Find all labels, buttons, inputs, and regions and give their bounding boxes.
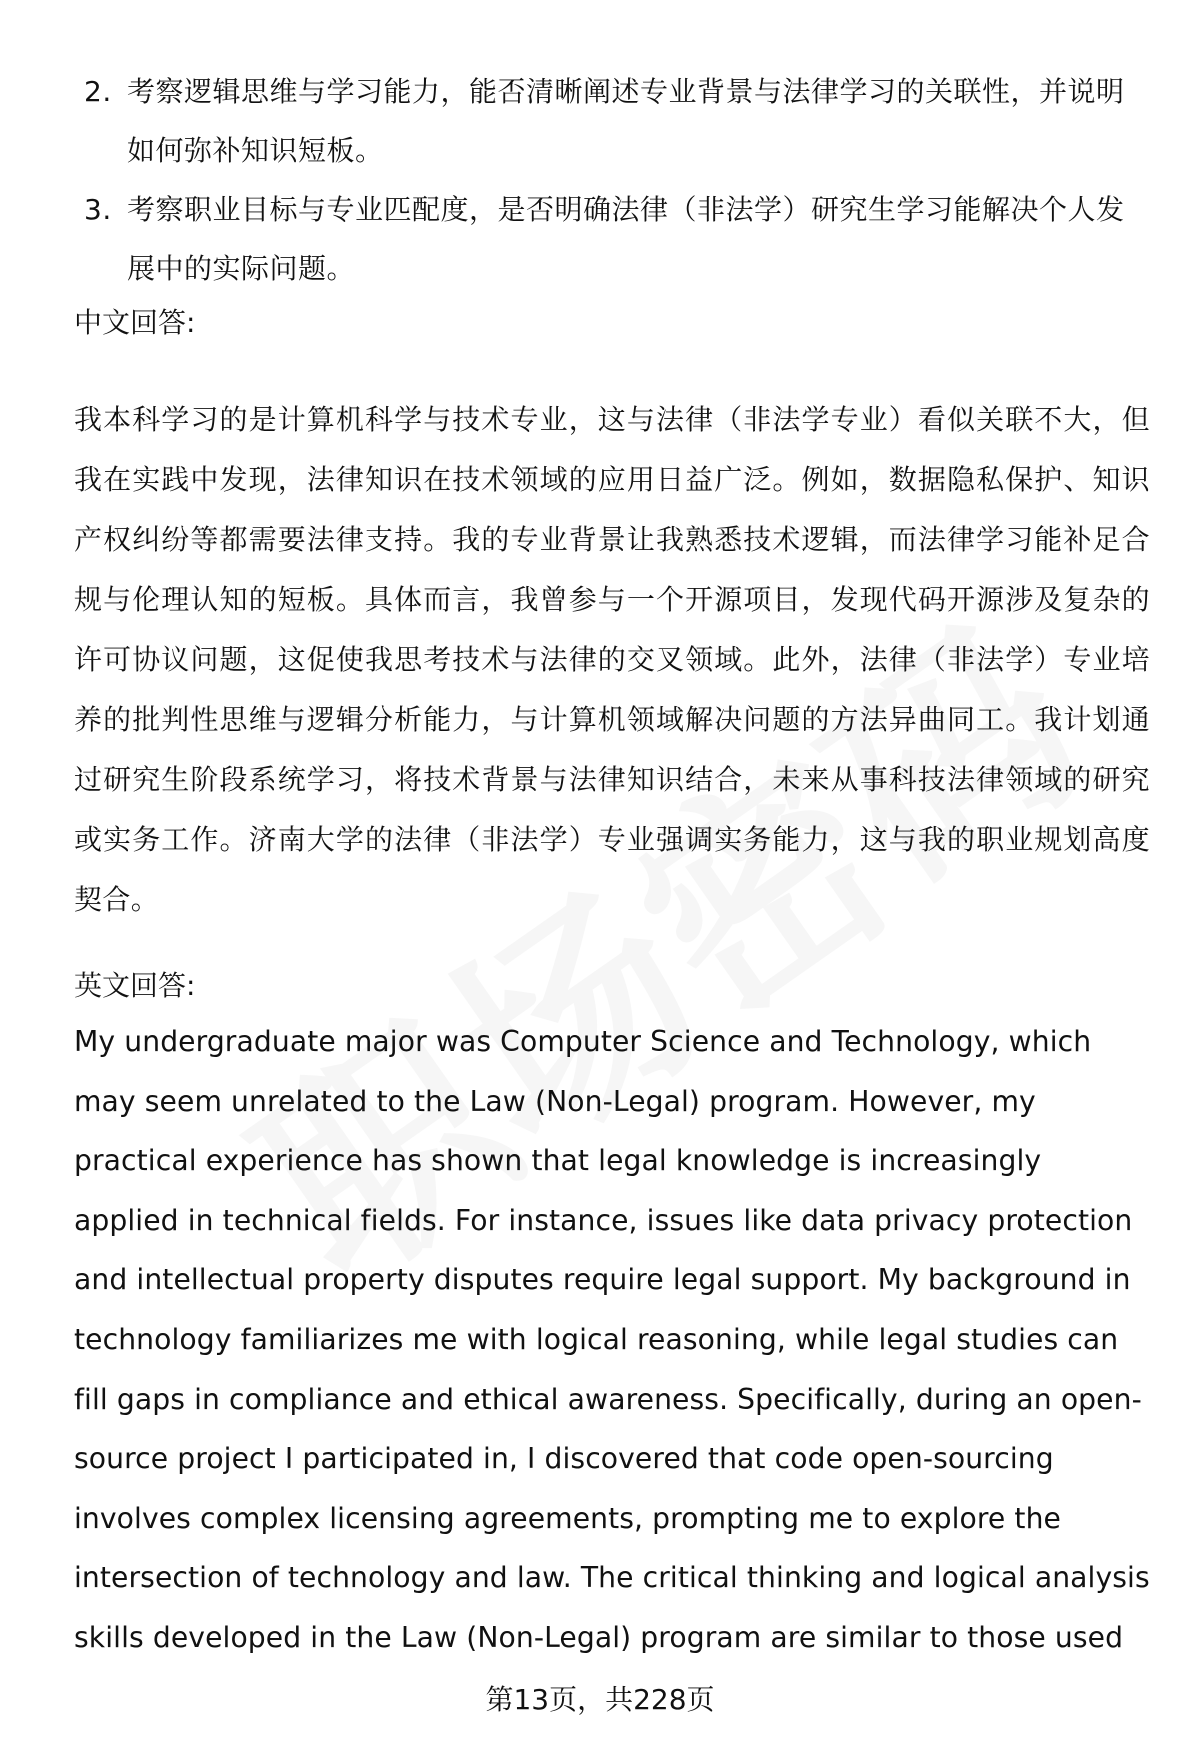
criteria-list	[84, 62, 1144, 298]
list-item-text: 考察职业目标与专业匹配度，是否明确法律（非法学）研究生学习能解决个人发展中的实际问题。	[127, 193, 1125, 285]
english-answer-heading: 英文回答:	[74, 969, 196, 1002]
list-item-number: 3.	[84, 193, 112, 226]
chinese-answer-body: 我本科学习的是计算机科学与技术专业，这与法律（非法学专业）看似关联不大，但我在实践中发现，法律知识在技术领域的应用日益广泛。例如，数据隐私保护、知识产权纠纷等都需要法律支持。我的专业背景让我熟悉技术逻辑，而法律学习能补足合规与伦理认知的短板。具体而言，我曾参与一个开源项目，发现代码开源涉及复杂的许可协议问题，这促使我思考技术与法律的交叉领域。此外，法律（非法学）专业培养的批判性思维与逻辑分析能力，与计算机领域解决问题的方法异曲同工。我计划通过研究生阶段系统学习，将技术背景与法律知识结合，未来从事科技法律领域的研究或实务工作。济南大学的法律（非法学）专业强调实务能力，这与我的职业规划高度契合。	[74, 403, 1150, 916]
list-item	[84, 180, 1144, 298]
list-item-number: 2.	[84, 75, 112, 108]
list-item	[84, 62, 1144, 180]
chinese-answer-heading: 中文回答:	[74, 306, 196, 339]
list-item-text: 考察逻辑思维与学习能力，能否清晰阐述专业背景与法律学习的关联性，并说明如何弥补知识短板。	[127, 75, 1125, 167]
english-answer-body: My undergraduate major was Computer Science and Technology, which may seem unrelated to the Law (Non-Legal) program. However, my practical experience has shown that legal knowledge is increasingly applied in technical fields. For instance, issues like data privacy protection and intellectual property disputes require legal support. My background in technology familiarizes me with logical reasoning, while legal studies can fill gaps in compliance and ethical awareness. Specifically, during an open-source project I participated in, I discovered that code open-sourcing involves complex licensing agreements, prompting me to explore the intersection of technology and law. The critical thinking and logical analysis skills developed in the Law (Non-Legal) program are similar to those used	[74, 1025, 1150, 1654]
page-number-footer: 第13页，共228页	[485, 1683, 715, 1716]
